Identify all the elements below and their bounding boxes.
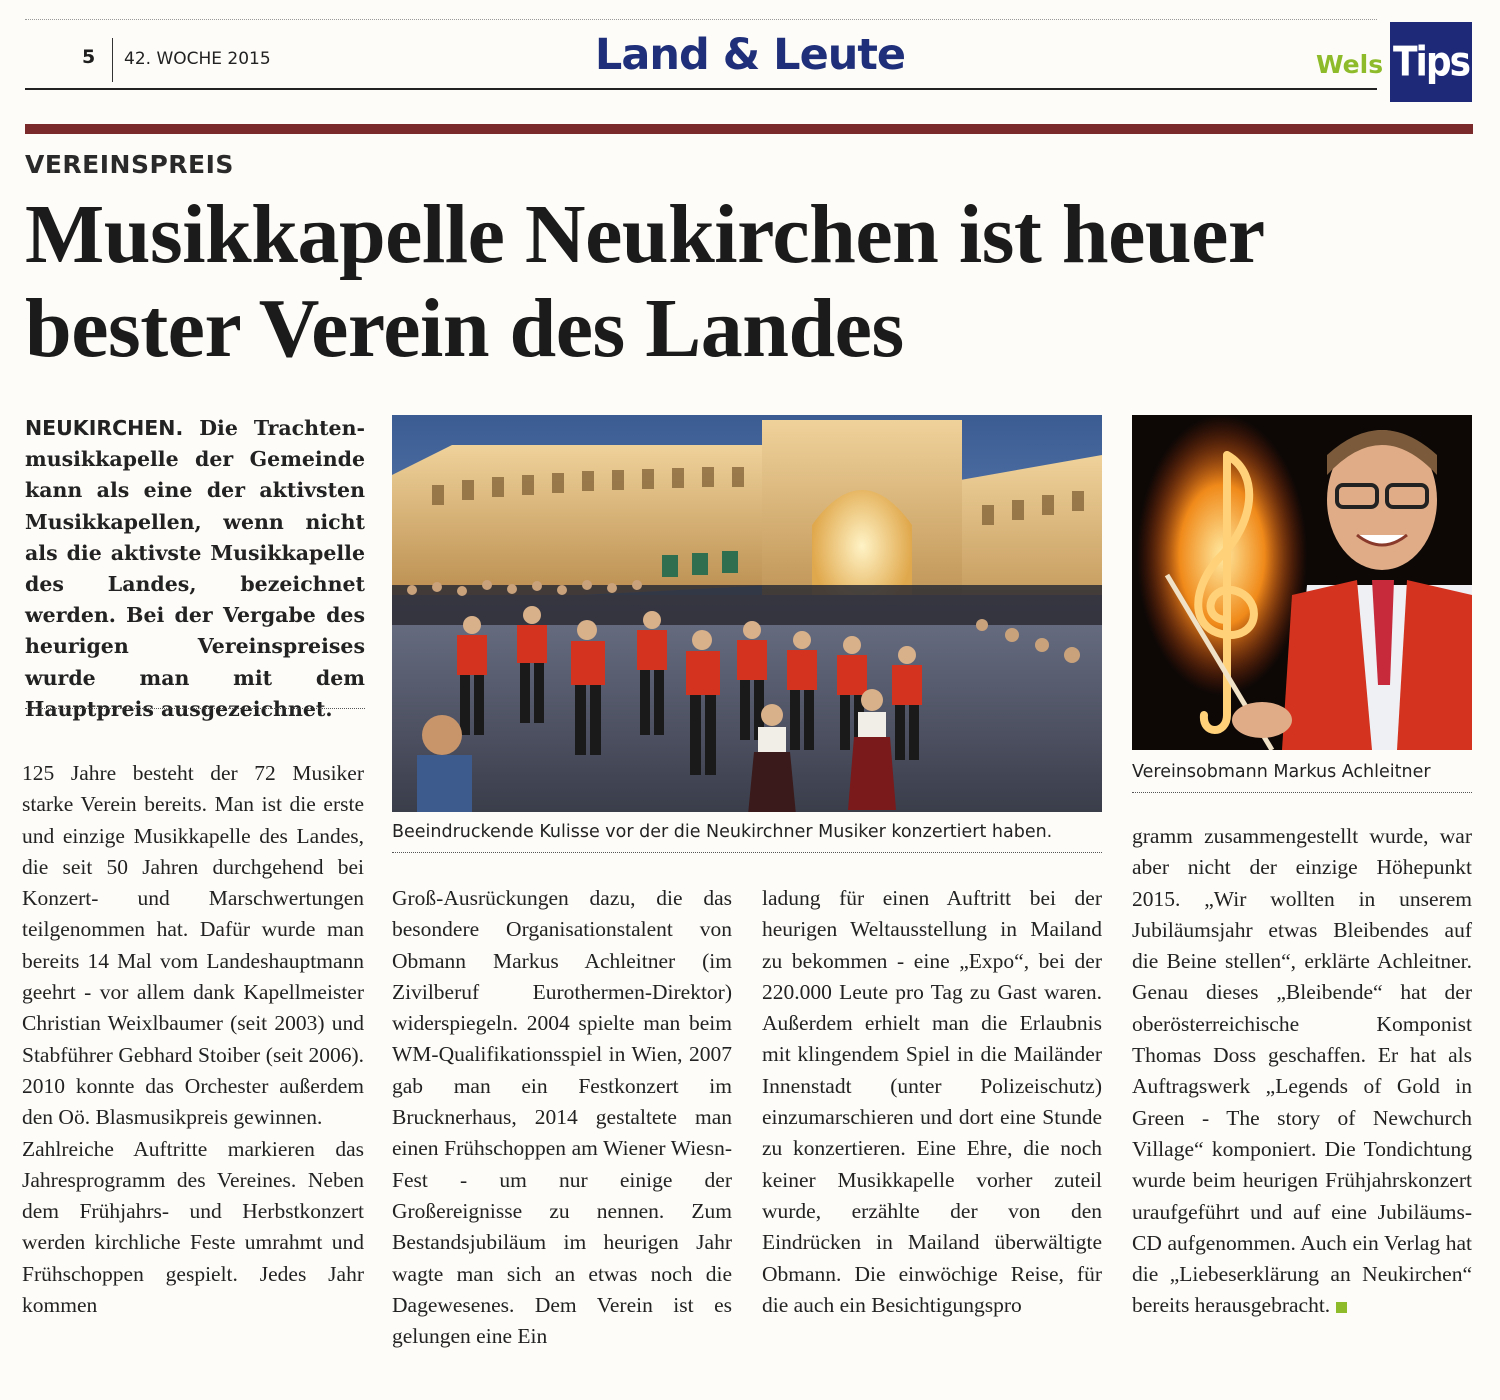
page-number: 5 <box>82 46 96 68</box>
article-dateline: NEUKIRCHEN. <box>25 416 184 440</box>
body-paragraph: Zahlreiche Auftritte markieren das Jahresprogramm des Vereines. Neben dem Frühjahrs- und Herbstkonzert werden kirchliche Feste umrahmt und Frühschoppen gespielt. Jedes Jahr kommen <box>22 1136 364 1318</box>
portrait-photo-caption: Vereinsobmann Markus Achleitner <box>1132 762 1431 782</box>
header-divider <box>112 38 113 82</box>
body-column-2 <box>392 883 732 1352</box>
article-lead-text: Die Trachtenmusikkapelle der Gemeinde kann als eine der aktivsten Musikkapellen, wenn nicht als die aktivste Musikkapelle des Landes, bezeichnet werden. Bei der Vergabe des heurigen Vereinspreises wurde man mit dem Hauptpreis ausgezeichnet. <box>25 416 365 721</box>
edition-label: Wels <box>1316 50 1384 79</box>
article-lead <box>25 413 365 725</box>
body-column-4 <box>1132 821 1472 1322</box>
tips-logo <box>1390 22 1472 102</box>
tips-logo-text: Tips <box>1392 38 1470 86</box>
body-paragraph: 125 Jahre besteht der 72 Musiker starke Verein bereits. Man ist die erste und einzige Musikkapelle des Landes, die seit 50 Jahren durchgehend bei Konzert- und Marschwertungen teilgenommen hat. Dafür wurde man bereits 14 Mal vom Landeshauptmann geehrt - vor allem dank Kapellmeister Christian Weixlbaumer (seit 2003) und Stabführer Gebhard Stoiber (seit 2006). 2010 konnte das Orchester außerdem den Oö. Blasmusikpreis gewinnen. <box>22 761 364 1130</box>
section-title: Land & Leute <box>594 30 906 80</box>
portrait-photo <box>1132 415 1472 750</box>
caption-divider <box>1132 792 1472 793</box>
issue-week: 42. WOCHE 2015 <box>124 49 271 69</box>
header-rule <box>25 88 1377 90</box>
body-column-1 <box>22 758 364 1321</box>
section-red-rule <box>25 124 1473 134</box>
caption-divider <box>392 852 1102 853</box>
lead-divider <box>25 708 365 709</box>
body-paragraph: ladung für einen Auftritt bei der heurigen Weltausstellung in Mailand zu bekommen - eine „Expo“, bei der 220.000 Leute pro Tag zu Gast waren. Außerdem erhielt man die Erlaubnis mit klingendem Spiel in die Mailänder Innenstadt (unter Polizeischutz) einzumarschieren und dort eine Stunde zu konzertieren. Eine Ehre, die noch keiner Musikkapelle vorher zuteil wurde, erzählte der von den Eindrücken in Mailand überwältigte Obmann. Die einwöchige Reise, für die auch ein Besichtigungspro <box>762 886 1102 1317</box>
top-dotted-rule <box>25 19 1377 20</box>
body-column-3 <box>762 883 1102 1321</box>
body-text: gramm zusammengestellt wurde, war aber nicht der einzige Höhepunkt 2015. „Wir wollten in unserem Jubiläumsjahr etwas Bleibendes auf die Beine stellen“, erklärte Achleitner. Genau dieses „Bleibende“ hat der oberösterreichische Komponist Thomas Doss geschaffen. Er hat als Auftragswerk „Legends of Gold in Green - The story of Newchurch Village“ komponiert. Die Tondichtung wurde beim heurigen Frühjahrskonzert uraufgeführt und auf eine Jubiläums-CD aufgenommen. Auch ein Verlag hat die „Liebeserklärung an Neukirchen“ bereits herausgebracht. <box>1132 824 1472 1318</box>
article-kicker: VEREINSPREIS <box>25 150 234 179</box>
main-photo-caption: Beeindruckende Kulisse vor der die Neukirchner Musiker konzertiert haben. <box>392 822 1053 842</box>
brass-band-milan-photo <box>392 415 1102 812</box>
end-mark-icon <box>1336 1302 1347 1313</box>
body-paragraph-last <box>1132 821 1472 1322</box>
body-paragraph: Groß-Ausrückungen dazu, die das besondere Organisationstalent von Obmann Markus Achleitner (im Zivilberuf Eurothermen-Direktor) widerspiegeln. 2004 spielte man beim WM-Qualifikationsspiel in Wien, 2007 gab man ein Festkonzert im Brucknerhaus, 2014 gestaltete man einen Frühschoppen am Wiener Wiesn-Fest - um nur einige der Großereignisse zu nennen. Zum Bestandsjubiläum im heurigen Jahr wagte man sich an etwas noch die Dagewesenes. Dem Verein ist es gelungen eine Ein <box>392 886 732 1349</box>
article-headline: Musikkapelle Neukirchen ist heuer bester Verein des Landes <box>25 188 1264 375</box>
